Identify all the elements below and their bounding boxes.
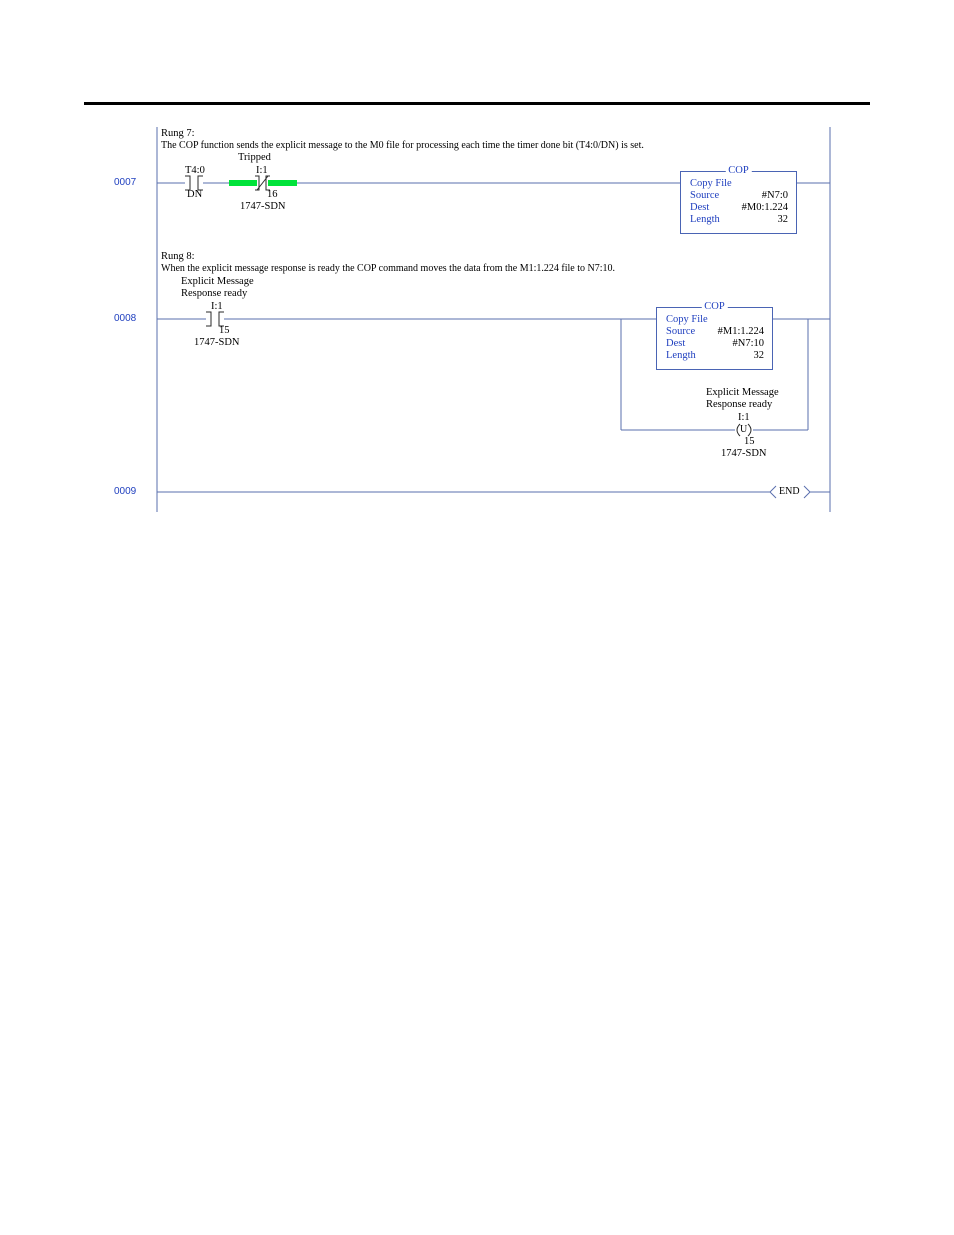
contact-response-address: I:1	[211, 301, 223, 312]
contact-response-module: 1747-SDN	[194, 337, 240, 348]
cop-dest-value: #M0:1.224	[741, 202, 788, 213]
contact-t4-bit: DN	[187, 189, 203, 200]
energized-highlight-left	[229, 180, 257, 186]
rung-8-comment: When the explicit message response is ready the COP command moves the data from the M1:1.224 file to N7:10.	[161, 263, 615, 274]
cop-title: COP	[701, 301, 727, 313]
header-rule	[84, 102, 870, 105]
contact-t4-address: T4:0	[185, 165, 205, 176]
contact-t4-dn	[185, 176, 203, 190]
cop-name: Copy File	[666, 314, 708, 325]
cop-length-label: Length	[666, 350, 696, 361]
contact-response-label2: Response ready	[181, 288, 248, 299]
contact-tripped-address: I:1	[256, 165, 268, 176]
cop-source-label: Source	[666, 326, 696, 337]
cop-length-label: Length	[690, 214, 720, 225]
cop-source-value: #N7:0	[761, 190, 788, 201]
cop-title: COP	[725, 165, 751, 177]
contact-response-label1: Explicit Message	[181, 276, 254, 287]
cop-name: Copy File	[690, 178, 732, 189]
contact-response-ready	[206, 312, 224, 326]
cop-dest-value: #N7:10	[732, 338, 764, 349]
rung-7-number: 0007	[114, 177, 137, 188]
contact-tripped	[255, 176, 270, 190]
end-instruction: END	[779, 486, 800, 497]
coil-unlatch-bit: 15	[744, 436, 755, 447]
coil-unlatch-label1: Explicit Message	[706, 387, 779, 398]
rung-8-number: 0008	[114, 313, 137, 324]
rung-8-heading: Rung 8:	[161, 251, 195, 262]
energized-highlight-right	[268, 180, 297, 186]
cop-length-value: 32	[777, 214, 788, 225]
cop-dest-label: Dest	[666, 338, 686, 349]
coil-unlatch-address: I:1	[738, 412, 750, 423]
coil-unlatch-label2: Response ready	[706, 399, 773, 410]
coil-unlatch-module: 1747-SDN	[721, 448, 767, 459]
cop-length-value: 32	[753, 350, 764, 361]
rung-7-heading: Rung 7:	[161, 128, 195, 139]
contact-response-bit: 15	[219, 325, 230, 336]
rung-9-wiring	[157, 486, 830, 498]
cop-block-rung7[interactable]	[680, 165, 797, 234]
contact-tripped-module: 1747-SDN	[240, 201, 286, 212]
cop-source-value: #M1:1.224	[717, 326, 764, 337]
cop-dest-label: Dest	[690, 202, 710, 213]
cop-source-label: Source	[690, 190, 720, 201]
rung-9-number: 0009	[114, 486, 137, 497]
coil-unlatch-symbol: U	[740, 424, 748, 435]
contact-tripped-label: Tripped	[238, 152, 271, 163]
rung-7-comment: The COP function sends the explicit message to the M0 file for processing each time the timer done bit (T4:0/DN) is set.	[161, 140, 644, 151]
contact-tripped-bit: 16	[267, 189, 278, 200]
cop-block-rung8[interactable]	[656, 301, 773, 370]
